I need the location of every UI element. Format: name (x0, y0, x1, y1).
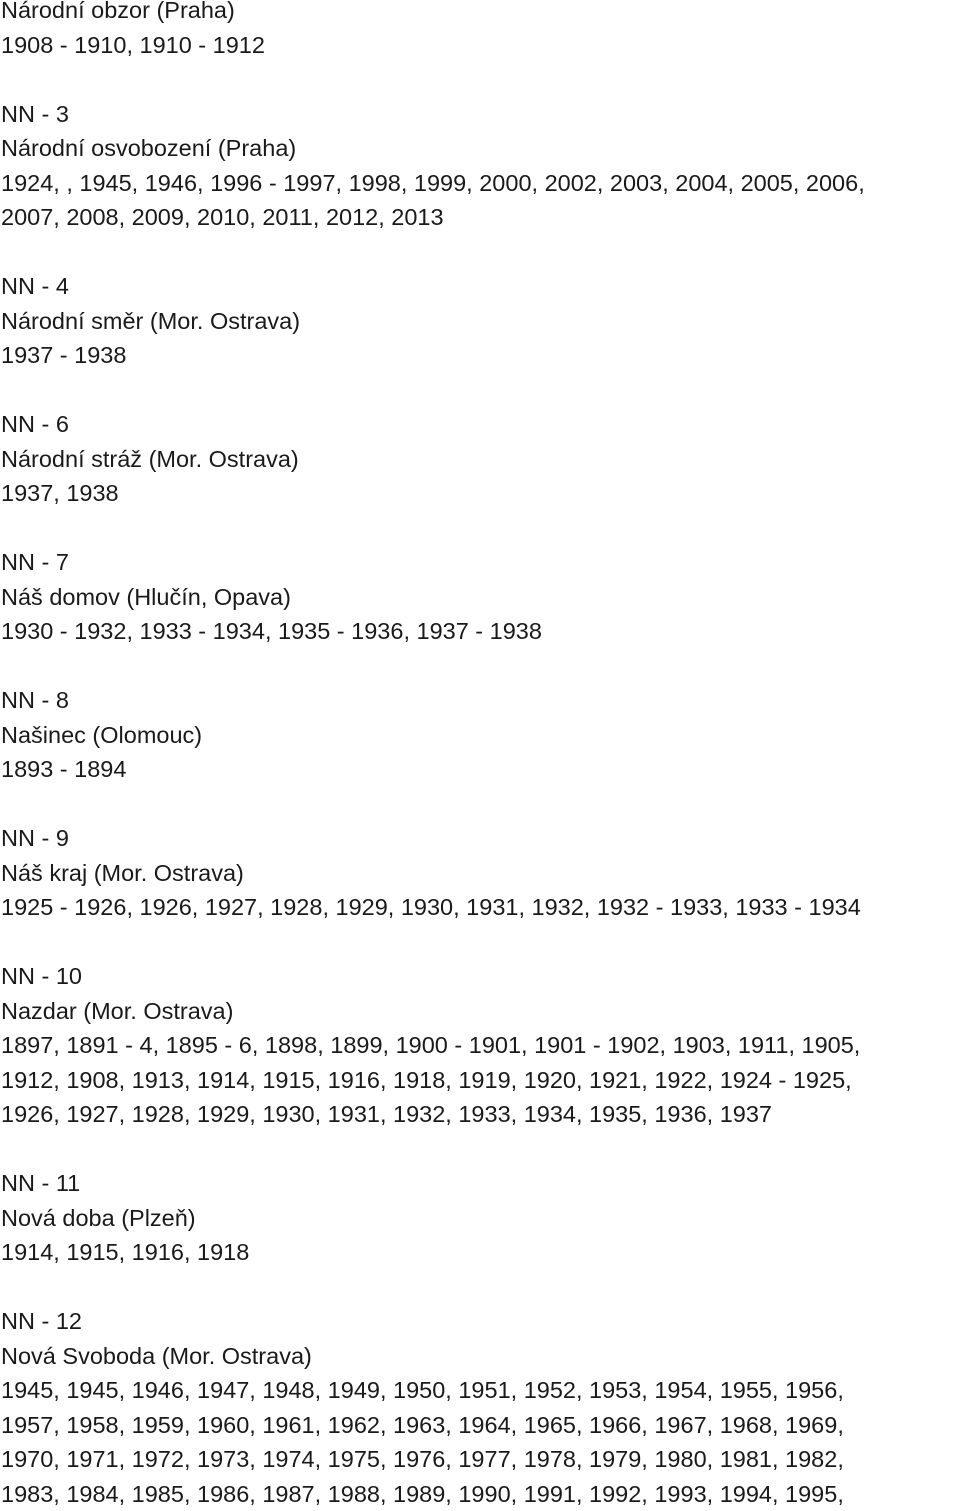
entry-code: NN - 6 (1, 411, 69, 437)
years-line: 1912, 1908, 1913, 1914, 1915, 1916, 1918, 1919, 1920, 1921, 1922, 1924 - 1925, (1, 1066, 852, 1093)
years-line: 1957, 1958, 1959, 1960, 1961, 1962, 1963, 1964, 1965, 1966, 1967, 1968, 1969, (1, 1411, 844, 1438)
entry-code: NN - 3 (1, 100, 69, 127)
years-line: 1897, 1891 - 4, 1895 - 6, 1898, 1899, 1900 - 1901, 1901 - 1902, 1903, 1911, 1905, (1, 1032, 861, 1058)
newspaper-title: Nová doba (Plzeň) (1, 1204, 196, 1231)
catalog-entry (1, 269, 959, 373)
newspaper-title: Národní stráž (Mor. Ostrava) (1, 445, 299, 472)
newspaper-title: Našinec (Olomouc) (1, 721, 203, 748)
catalog-document (1, 0, 959, 1511)
newspaper-title: Náš kraj (Mor. Ostrava) (1, 859, 244, 886)
catalog-entry (1, 545, 959, 649)
years-line: 1914, 1915, 1916, 1918 (1, 1239, 250, 1265)
newspaper-title: Nazdar (Mor. Ostrava) (1, 997, 234, 1024)
catalog-entry (1, 959, 959, 1132)
years-line: 1908 - 1910, 1910 - 1912 (1, 31, 265, 58)
years-line: 1925 - 1926, 1926, 1927, 1928, 1929, 1930, 1931, 1932, 1932 - 1933, 1933 - 1934 (1, 894, 861, 920)
catalog-entry (1, 1304, 959, 1511)
entry-code: NN - 7 (1, 549, 69, 575)
entry-code: NN - 9 (1, 825, 69, 851)
years-line: 1945, 1945, 1946, 1947, 1948, 1949, 1950, 1951, 1952, 1953, 1954, 1955, 1956, (1, 1377, 844, 1403)
newspaper-title: Náš domov (Hlučín, Opava) (1, 583, 291, 610)
years-line: 1983, 1984, 1985, 1986, 1987, 1988, 1989, 1990, 1991, 1992, 1993, 1994, 1995, (1, 1480, 844, 1507)
entry-code: NN - 10 (1, 963, 82, 989)
catalog-entry (1, 0, 959, 62)
newspaper-title: Národní směr (Mor. Ostrava) (1, 307, 301, 334)
years-line: 1926, 1927, 1928, 1929, 1930, 1931, 1932, 1933, 1934, 1935, 1936, 1937 (1, 1101, 772, 1127)
entry-code: NN - 8 (1, 687, 69, 713)
catalog-entry (1, 683, 959, 787)
entry-code: NN - 12 (1, 1308, 82, 1334)
years-line: 1970, 1971, 1972, 1973, 1974, 1975, 1976, 1977, 1978, 1979, 1980, 1981, 1982, (1, 1446, 844, 1472)
years-line: 2007, 2008, 2009, 2010, 2011, 2012, 2013 (1, 204, 444, 230)
catalog-entry (1, 1166, 959, 1270)
years-line: 1937, 1938 (1, 480, 119, 506)
years-line: 1937 - 1938 (1, 342, 127, 368)
catalog-entry (1, 97, 959, 235)
newspaper-title: Národní obzor (Praha) (1, 0, 235, 23)
entry-code: NN - 11 (1, 1170, 81, 1196)
newspaper-title: Nová Svoboda (Mor. Ostrava) (1, 1342, 312, 1369)
newspaper-title: Národní osvobození (Praha) (1, 135, 297, 161)
catalog-entry (1, 407, 959, 511)
years-line: 1924, , 1945, 1946, 1996 - 1997, 1998, 1999, 2000, 2002, 2003, 2004, 2005, 2006, (1, 169, 865, 196)
entry-code: NN - 4 (1, 273, 69, 299)
years-line: 1930 - 1932, 1933 - 1934, 1935 - 1936, 1937 - 1938 (1, 618, 542, 644)
catalog-entry (1, 821, 959, 925)
years-line: 1893 - 1894 (1, 756, 127, 782)
